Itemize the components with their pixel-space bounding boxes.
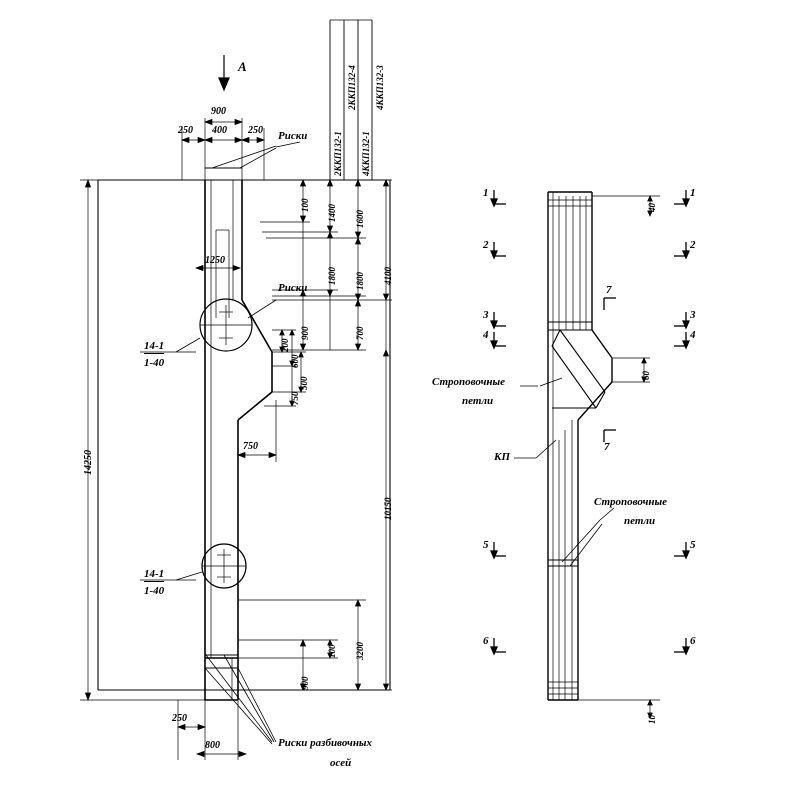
- dim-750-lower: 750: [243, 441, 258, 452]
- dim-900-right: 900: [300, 326, 310, 340]
- side-dim-40: 40: [647, 203, 657, 212]
- dim-10150: 10150: [383, 497, 393, 520]
- dim-base-100-900: [238, 640, 392, 690]
- section-left-6: 6: [483, 635, 489, 647]
- front-left-dimension: [80, 180, 205, 700]
- detail-callout-lower-top: 14-1: [144, 568, 165, 580]
- lifting-loops: [548, 322, 592, 566]
- section-right-1: 1: [690, 187, 696, 199]
- view-arrow-label: A: [238, 59, 247, 74]
- section-left-5: 5: [483, 539, 489, 551]
- front-view-frame: [98, 180, 390, 690]
- section-mark-7-bottom: 7: [604, 441, 610, 453]
- dim-1250: [196, 265, 240, 270]
- dim-1800-a: 1800: [327, 267, 337, 285]
- dim-700: 700: [355, 326, 365, 340]
- dim-750-lower: [238, 400, 276, 462]
- riski-bottom-line2: осей: [330, 757, 352, 769]
- dim-250-right: 250: [248, 125, 263, 136]
- detail-callout-upper-bottom: 1-40: [144, 357, 165, 369]
- section-right-4: 4: [690, 329, 696, 341]
- section-right-6: 6: [690, 635, 696, 647]
- riski-marks: [205, 168, 242, 668]
- section-right-3: 3: [690, 309, 696, 321]
- dim-900-top: 900: [211, 106, 226, 117]
- dim-14250: 14250: [83, 450, 94, 475]
- stropovochnye-label-1-line1: Строповочные: [432, 376, 506, 388]
- dim-750-corbel: 750: [290, 391, 300, 405]
- column-mark-0: 2ККП132-1: [333, 131, 343, 176]
- stropovochnye-label-1-line2: петли: [462, 395, 494, 407]
- dim-100-base: 100: [327, 644, 337, 658]
- riski-bottom-line1: Риски разбивочных: [278, 737, 373, 749]
- dim-900-base: 900: [300, 676, 310, 690]
- dim-4100: 4100: [383, 267, 393, 285]
- side-leaders: [514, 378, 614, 566]
- section-left-2: 2: [483, 239, 489, 251]
- column-mark-1: 2ККП132-4: [347, 65, 357, 110]
- detail-circle-lower: [202, 544, 246, 588]
- section-marks-7: [604, 298, 616, 442]
- front-right-dimensions: [242, 180, 392, 350]
- view-arrow-a: [219, 55, 229, 90]
- front-bottom-dimensions: [178, 700, 246, 760]
- detail-callout-upper-top: 14-1: [144, 340, 165, 352]
- dim-200: 200: [280, 338, 290, 352]
- side-dimensions: [578, 196, 660, 718]
- section-left-3: 3: [483, 309, 489, 321]
- section-left-4: 4: [483, 329, 489, 341]
- detail-callout-lower-bottom: 1-40: [144, 585, 165, 597]
- riski-top-label: Риски: [278, 130, 308, 142]
- riski-mid-leader: [248, 300, 276, 318]
- dim-1250: 1250: [205, 255, 225, 266]
- dim-250-bottom: 250: [172, 713, 187, 724]
- side-dim-10: 10: [647, 715, 657, 724]
- column-mark-3: 4ККП132-3: [375, 65, 385, 110]
- dim-800-bottom: 800: [205, 740, 220, 751]
- dim-1600: 1600: [355, 210, 365, 228]
- dim-3200: 3200: [355, 642, 365, 660]
- stropovochnye-label-2-line2: петли: [624, 515, 656, 527]
- riski-top-leaders: [212, 142, 300, 168]
- dim-1400: 1400: [327, 204, 337, 222]
- dim-1800-b: 1800: [355, 272, 365, 290]
- section-marks-left: [491, 190, 506, 654]
- kp-label: КП: [494, 451, 511, 463]
- section-right-5: 5: [690, 539, 696, 551]
- section-right-2: 2: [690, 239, 696, 251]
- dim-400: 400: [212, 125, 227, 136]
- riski-mid-label: Риски: [278, 282, 308, 294]
- detail-circle-upper: [200, 299, 252, 351]
- dim-600: 600: [290, 354, 300, 368]
- stropovochnye-label-2-line1: Строповочные: [594, 496, 668, 508]
- side-dim-60: 60: [641, 371, 651, 380]
- dim-250-left: 250: [178, 125, 193, 136]
- section-marks-right: [674, 190, 689, 654]
- side-view-inner-lines: [548, 192, 605, 700]
- dim-500: 500: [299, 376, 309, 390]
- column-mark-2: 4ККП132-1: [361, 131, 371, 176]
- dim-100-top: 100: [300, 198, 310, 212]
- section-left-1: 1: [483, 187, 489, 199]
- section-mark-7-top: 7: [606, 284, 612, 296]
- dim-10150: [383, 350, 388, 690]
